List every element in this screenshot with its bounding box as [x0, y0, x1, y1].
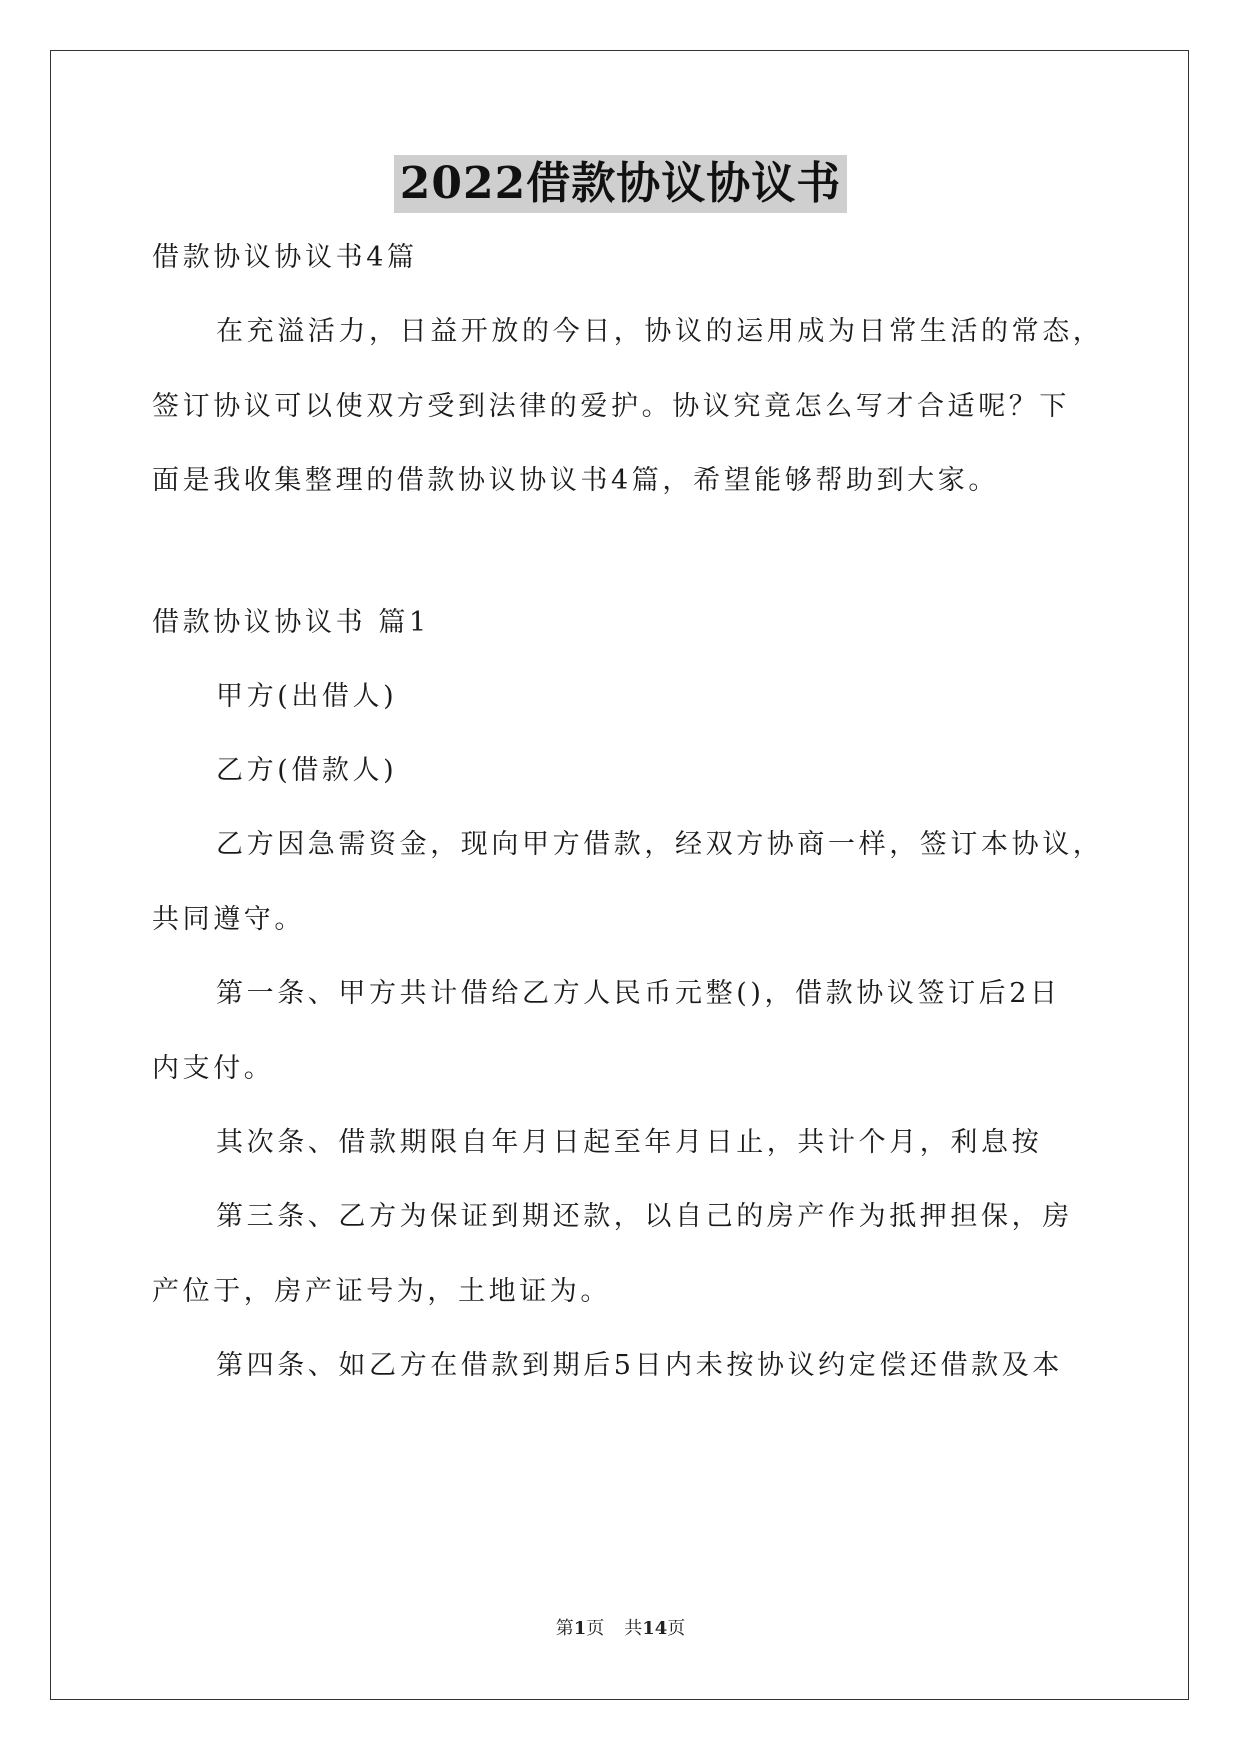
intro-line: 签订协议可以使双方受到法律的爱护。协议究竟怎么写才合适呢？下: [152, 391, 1070, 422]
page-border: [50, 50, 1189, 1700]
article-1-line: 第一条、甲方共计借给乙方人民币元整()，借款协议签订后2日: [216, 978, 1061, 1009]
section-heading: 借款协议协议书 篇1: [152, 607, 430, 638]
intro-line: 面是我收集整理的借款协议协议书4篇，希望能够帮助到大家。: [152, 465, 999, 496]
document-title: 2022借款协议协议书: [394, 155, 847, 213]
intro-line: 在充溢活力，日益开放的今日，协议的运用成为日常生活的常态，: [216, 316, 1104, 347]
page-prefix: 第: [555, 1618, 574, 1639]
article-2-line: 其次条、借款期限自年月日起至年月日止，共计个月，利息按: [216, 1127, 1043, 1158]
title-block: [0, 155, 1241, 213]
page-suffix: 页: [586, 1618, 605, 1639]
total-prefix: 共: [624, 1618, 643, 1639]
page-number-total: 14: [642, 1618, 668, 1639]
party-b-line: 乙方(借款人): [216, 755, 398, 786]
document-subtitle: 借款协议协议书4篇: [152, 242, 418, 273]
page-number-current: 1: [573, 1618, 587, 1639]
preamble-line: 共同遵守。: [152, 904, 305, 935]
total-suffix: 页: [667, 1618, 686, 1639]
party-a-line: 甲方(出借人): [216, 681, 398, 712]
article-3-line: 产位于，房产证号为，土地证为。: [152, 1276, 611, 1307]
article-3-line: 第三条、乙方为保证到期还款，以自己的房产作为抵押担保，房: [216, 1201, 1073, 1232]
article-1-line: 内支付。: [152, 1053, 275, 1084]
article-4-line: 第四条、如乙方在借款到期后5日内未按协议约定偿还借款及本: [216, 1350, 1063, 1381]
preamble-line: 乙方因急需资金，现向甲方借款，经双方协商一样，签订本协议，: [216, 829, 1104, 860]
page-footer: [0, 1617, 1241, 1641]
